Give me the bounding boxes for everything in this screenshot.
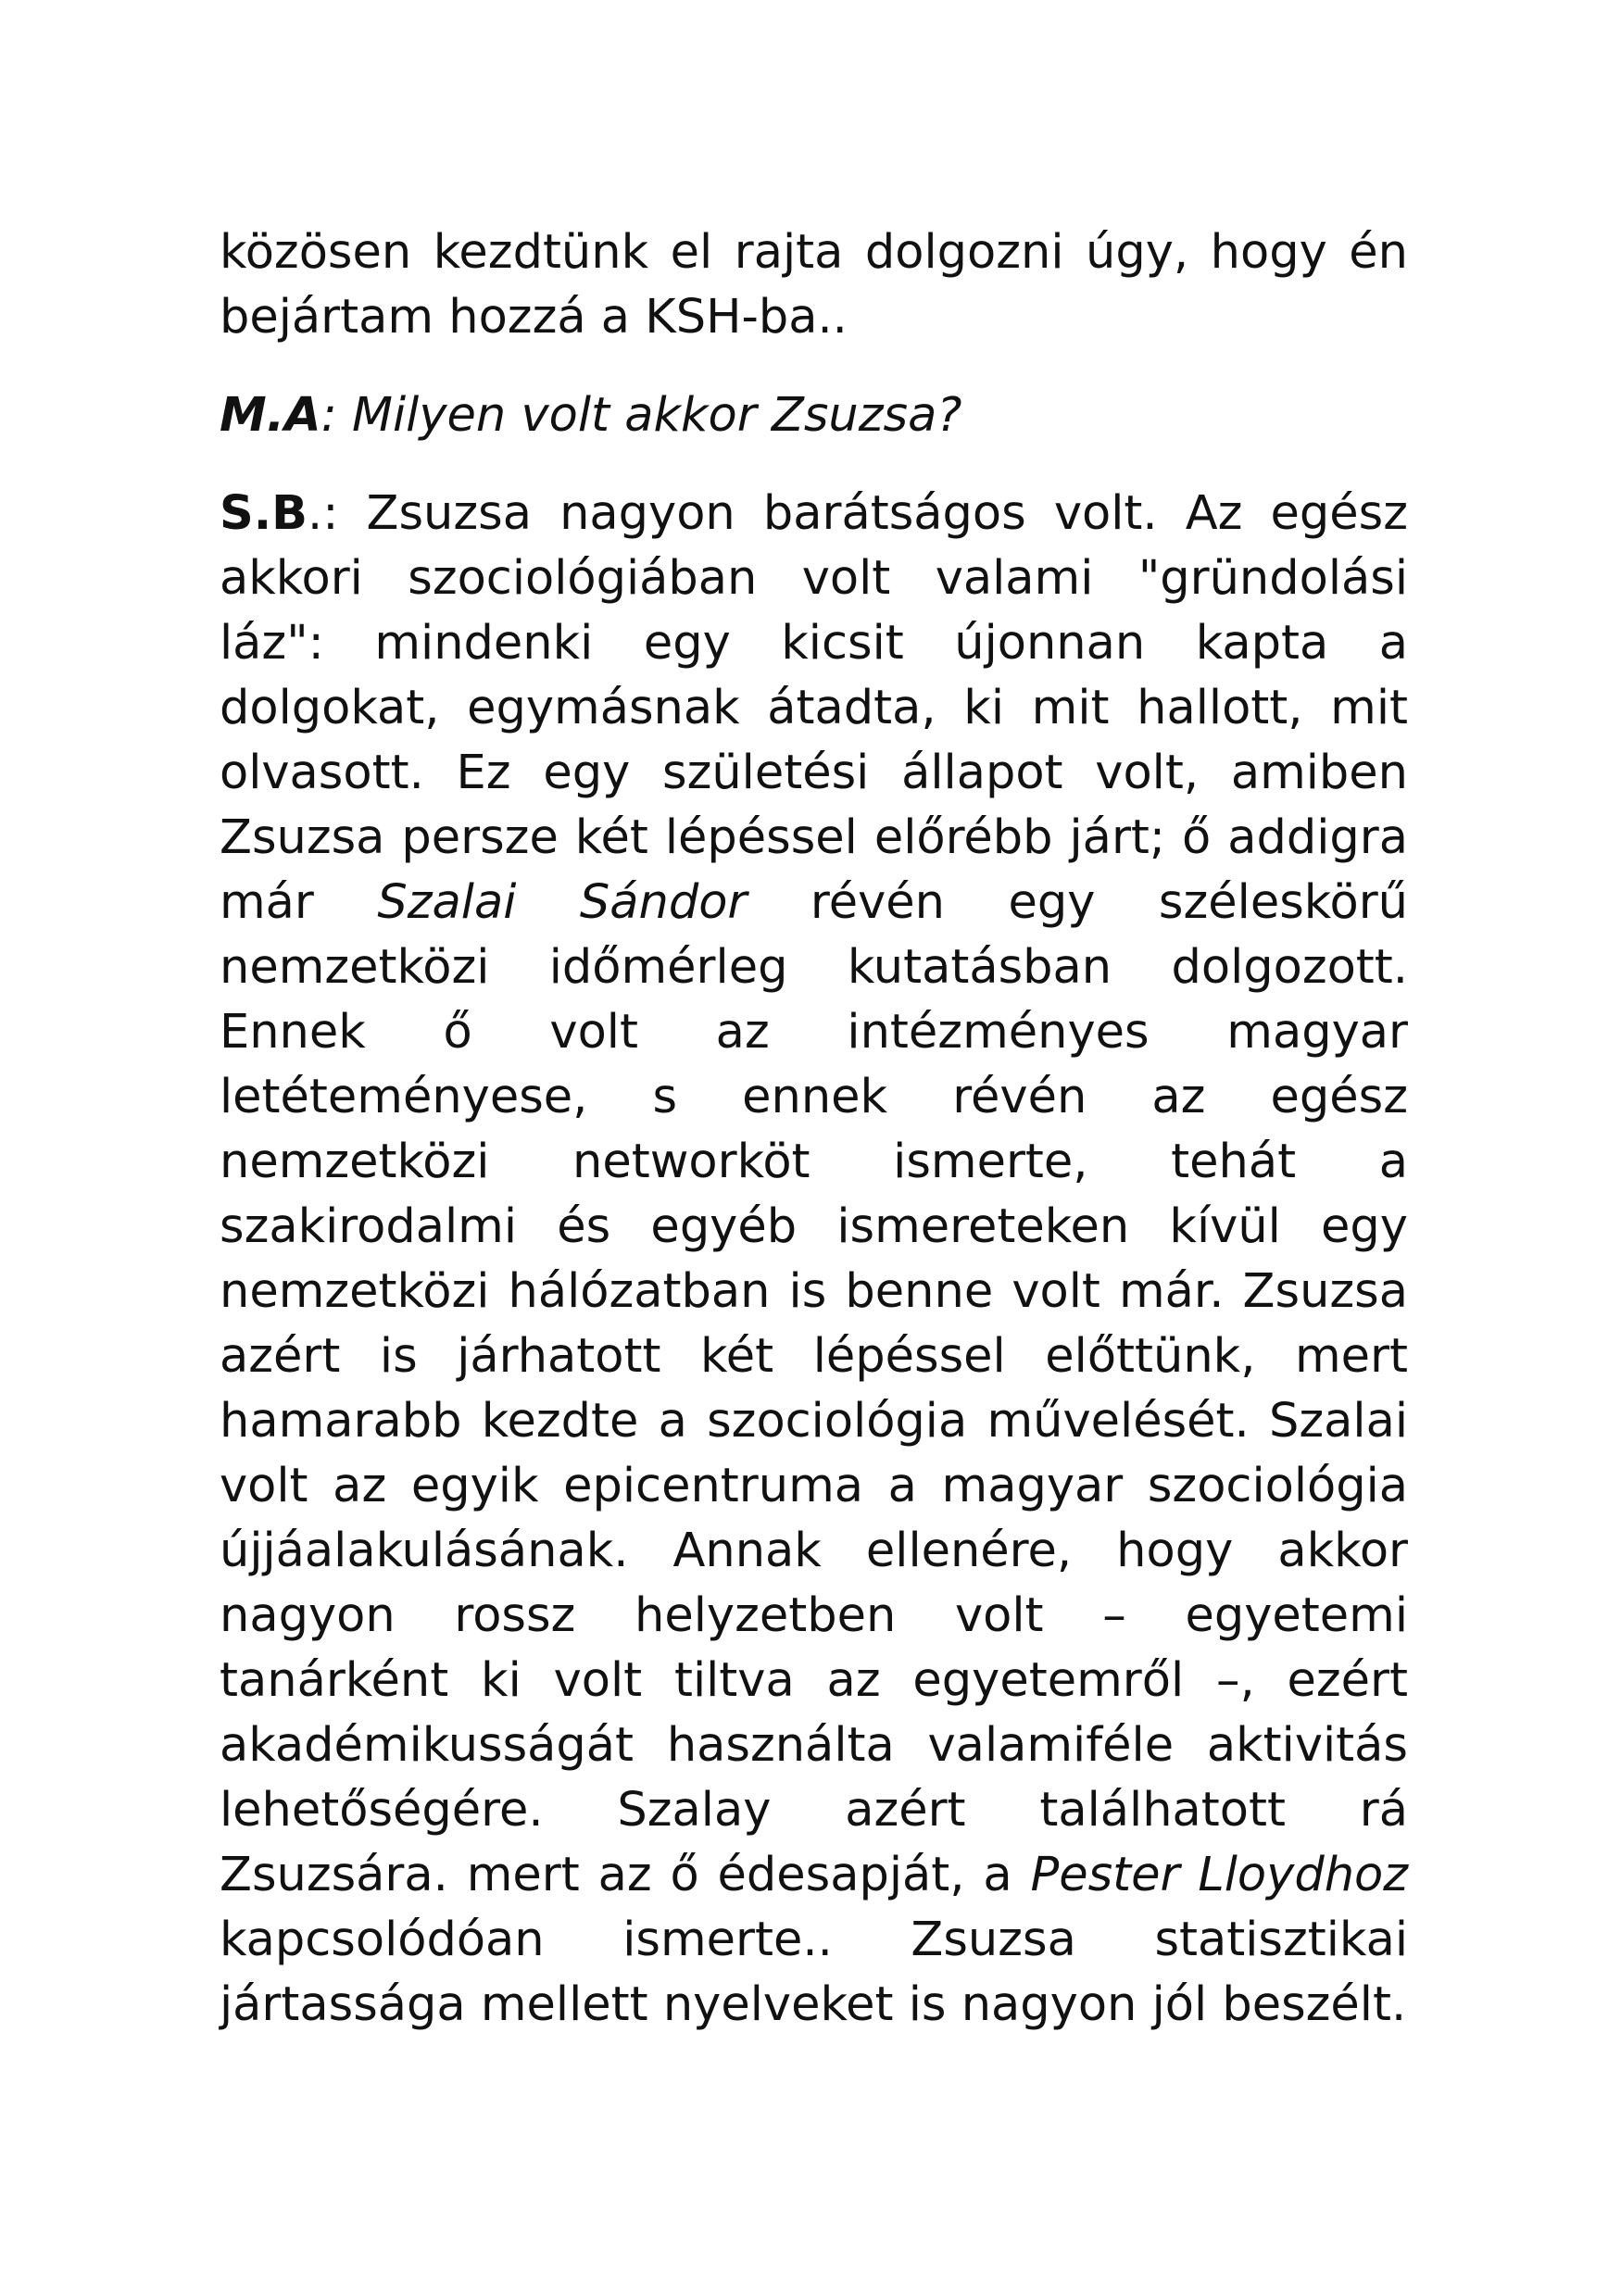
interviewee-answer bbox=[220, 482, 1408, 2038]
interview-text bbox=[220, 220, 1408, 2038]
speaker-label-sb: S.B bbox=[220, 486, 308, 541]
question-text: : Milyen volt akkor Zsuzsa? bbox=[320, 388, 962, 443]
answer-text-part-2: révén egy széleskörű nemzetközi időmérleg kutatásban dolgozott. Ennek ő volt az intézményes magyar letéteményese, s ennek révén az egész nemzetközi networköt ismerte, tehát a szakirodalmi és egyéb ismereteken kívül egy nemzetközi hálózatban is benne volt már. Zsuzsa azért is járhatott két lépéssel előttünk, mert hamarabb kezdte a szociológia művelését. Szalai volt az egyik epicentruma a magyar szociológia újjáalakulásának. Annak ellenére, hogy akkor nagyon rossz helyzetben volt – egyetemi tanárként ki volt tiltva az egyetemről –, ezért akadémikusságát használta valamiféle aktivitás lehetőségére. Szalay azért találhatott rá Zsuzsára. mert az ő édesapját, a bbox=[220, 875, 1408, 1902]
name-pester-lloyd: Pester Lloydhoz bbox=[1030, 1848, 1408, 1902]
paragraph-text: közösen kezdtünk el rajta dolgozni úgy, hogy én bejártam hozzá a KSH-ba.. bbox=[220, 225, 1408, 345]
interviewer-question bbox=[220, 383, 1408, 448]
name-szalai-sandor: Szalai Sándor bbox=[377, 875, 748, 930]
answer-text-part-3: kapcsolódóan ismerte.. Zsuzsa statisztikai jártassága mellett nyelveket is nagyon jól beszélt. bbox=[220, 1913, 1408, 2032]
paragraph-continuation bbox=[220, 220, 1408, 350]
answer-text-part-1: .: Zsuzsa nagyon barátságos volt. Az egész akkori szociológiában volt valami "gründolási láz": mindenki egy kicsit újonnan kapta a dolgokat, egymásnak átadta, ki mit hallott, mit olvasott. Ez egy születési állapot volt, amiben Zsuzsa persze két lépéssel előrébb járt; ő addigra már bbox=[220, 486, 1408, 930]
speaker-label-ma: M.A bbox=[220, 388, 321, 443]
